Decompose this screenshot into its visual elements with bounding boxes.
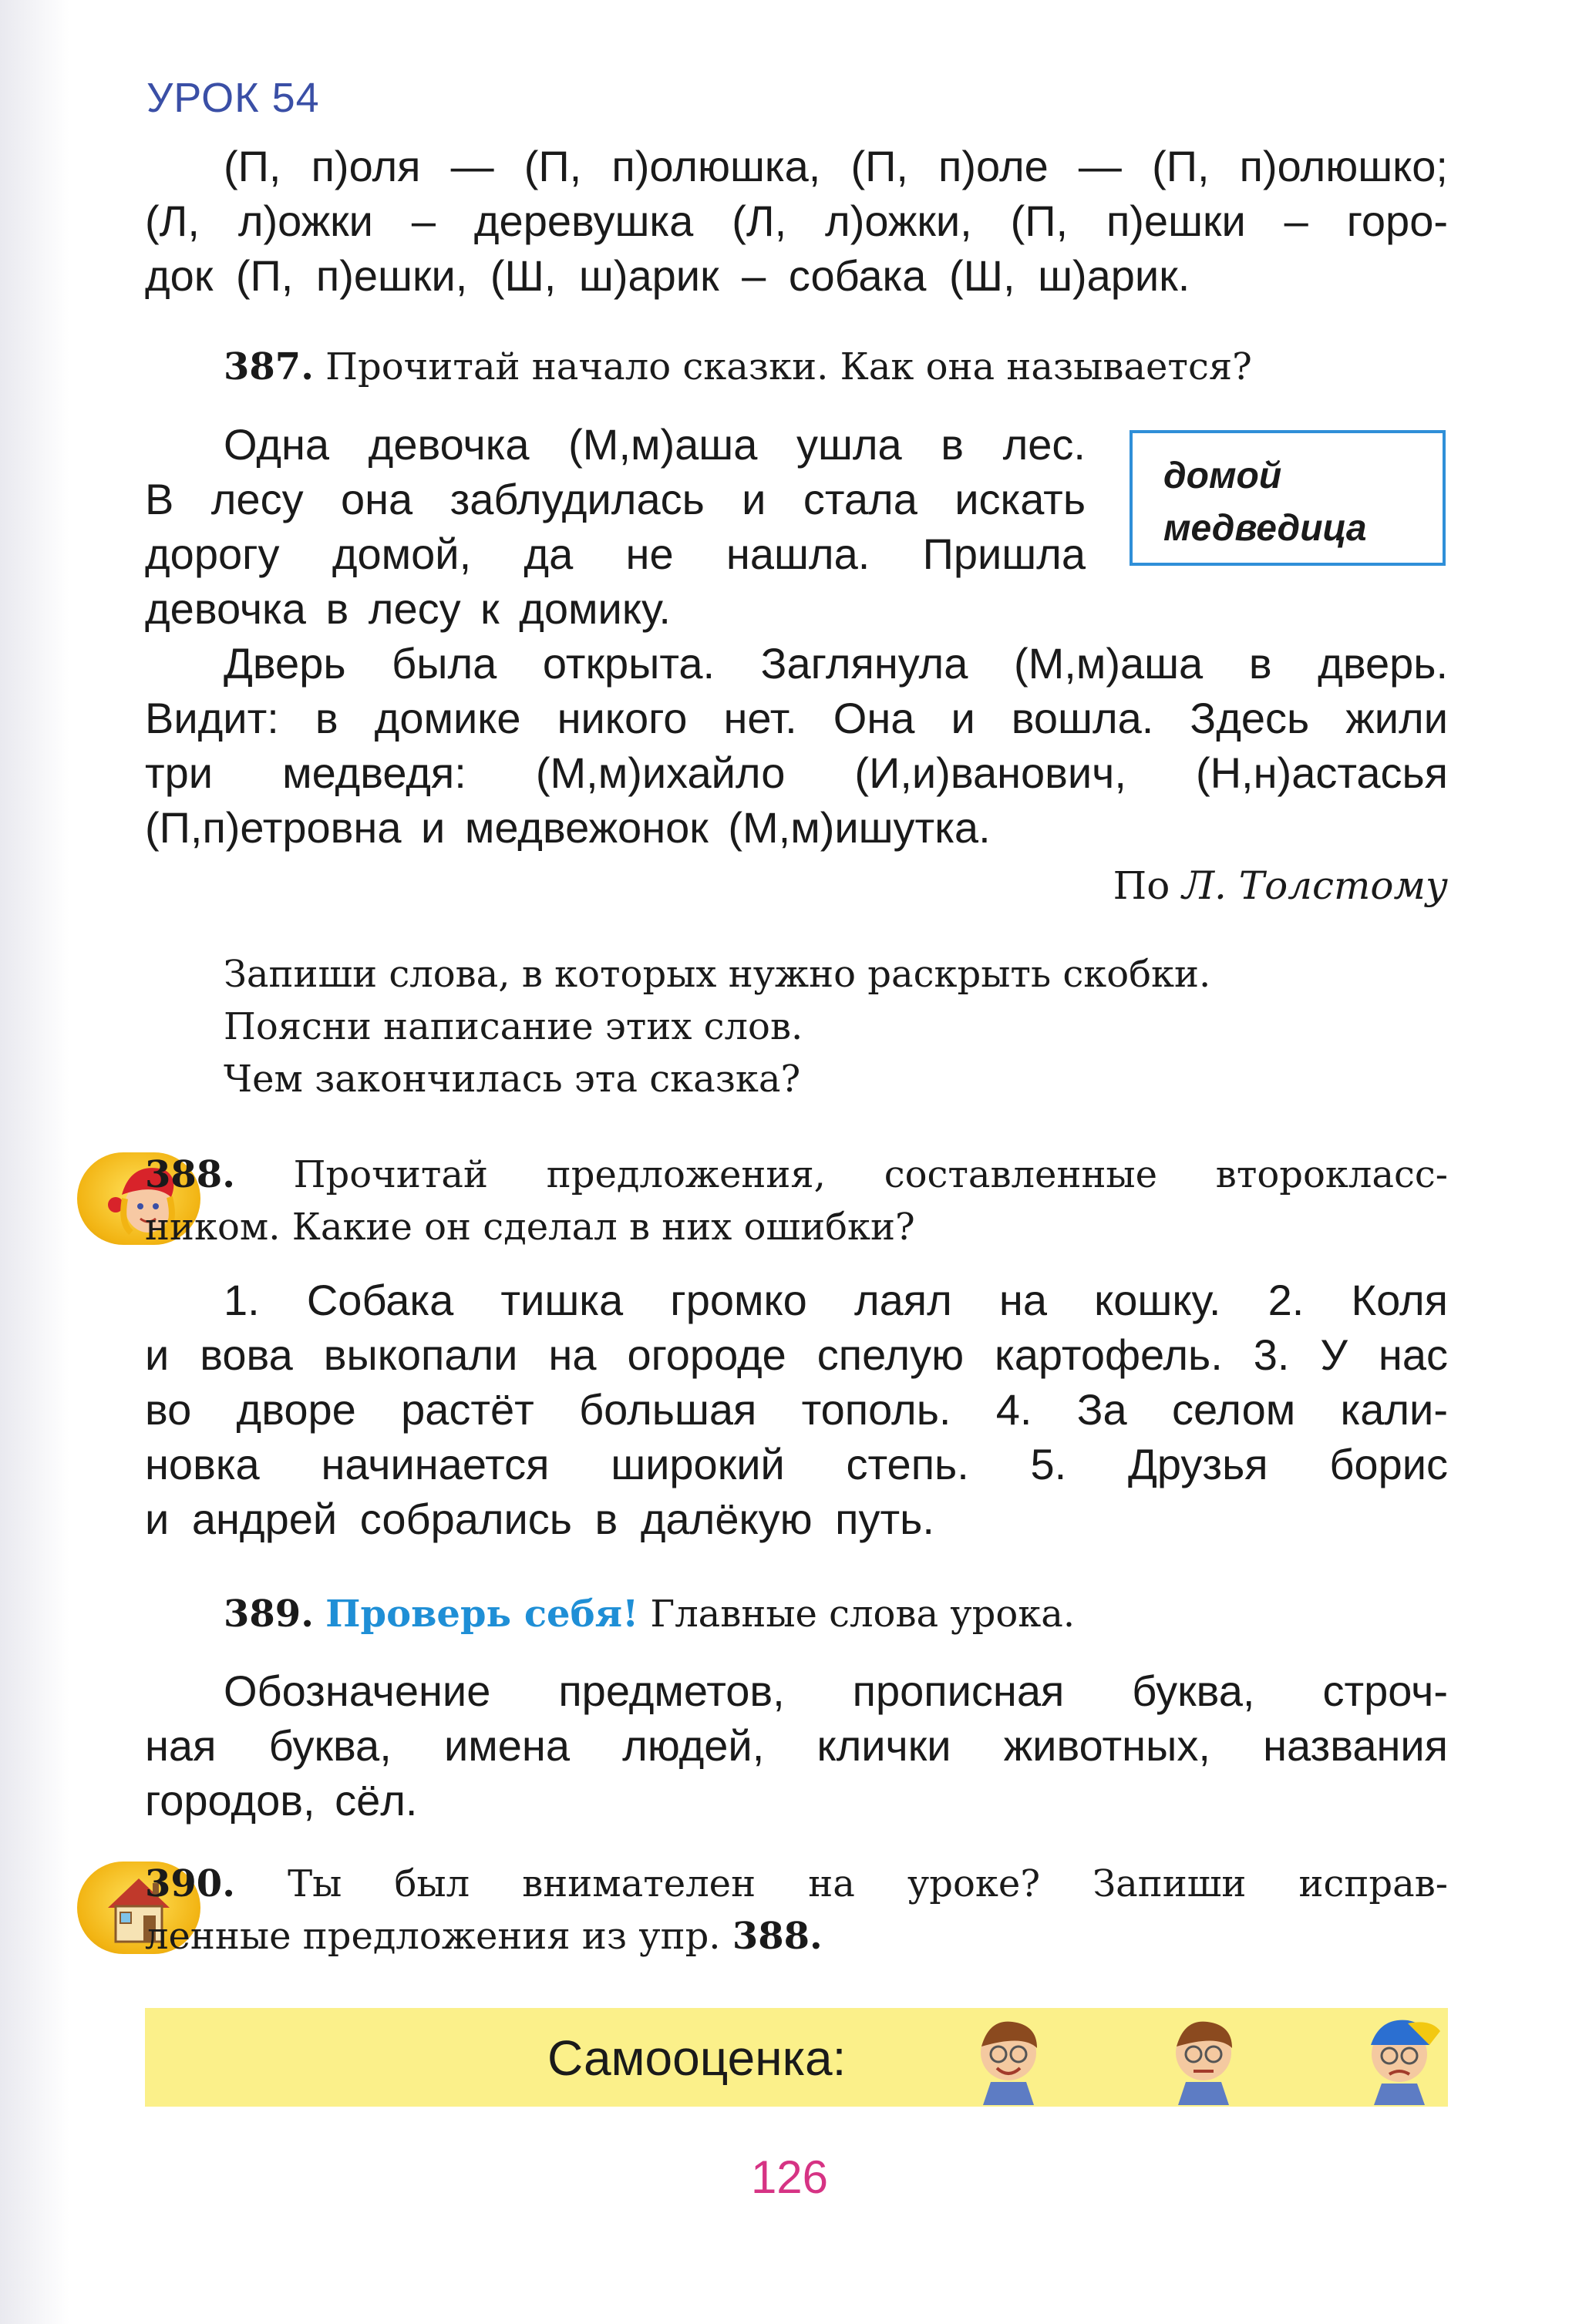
neutral-boy-icon bbox=[1161, 2014, 1246, 2105]
text-line: Одна девочка (М,м)аша ушла в лес. bbox=[224, 420, 1086, 469]
ex387-questions bbox=[145, 948, 1448, 1105]
exercise-task: ником. Какие он сделал в них ошибки? bbox=[145, 1206, 915, 1249]
intro-text bbox=[145, 139, 1448, 303]
intro-line: (П, п)оля — (П, п)олюшка, (П, п)оле — (П, п)олюшко; bbox=[224, 142, 1448, 190]
ex388-heading bbox=[145, 1149, 1448, 1253]
exercise-number: 387. bbox=[224, 345, 314, 388]
exercise-task: Ты был внимателен на уроке? Запиши исправ- bbox=[288, 1862, 1448, 1905]
vocab-word: медведица bbox=[1163, 508, 1367, 549]
self-check-highlight: Проверь себя! bbox=[325, 1592, 639, 1636]
text-line: и вова выкопали на огороде спелую картофель. 3. У нас bbox=[145, 1330, 1448, 1379]
text-line: Дверь была открыта. Заглянула (М,м)аша в дверь. bbox=[224, 639, 1448, 688]
source-author: Л. Толстому bbox=[1182, 863, 1448, 908]
question-line: Чем закончилась эта сказка? bbox=[224, 1058, 801, 1101]
happy-boy-icon bbox=[966, 2014, 1051, 2105]
text-line: (П,п)етровна и медвежонок (М,м)ишутка. bbox=[145, 803, 991, 852]
exercise-number: 389. bbox=[224, 1592, 314, 1636]
exercise-task: Прочитай предложения, составленные второкласс- bbox=[293, 1153, 1448, 1196]
exercise-number: 388. bbox=[145, 1153, 235, 1196]
intro-line: (Л, л)ожки – деревушка (Л, л)ожки, (П, п)ешки – горо- bbox=[145, 197, 1448, 245]
source-attribution: По Л. Толстому bbox=[1113, 863, 1448, 908]
self-assessment-band bbox=[145, 2008, 1448, 2107]
page-edge-shade bbox=[0, 0, 69, 2324]
ex390-heading bbox=[145, 1858, 1448, 1962]
text-line: ная буква, имена людей, клички животных, названия bbox=[145, 1721, 1448, 1770]
text-line: В лесу она заблудилась и стала искать bbox=[145, 475, 1086, 523]
exercise-task: Главные слова урока. bbox=[650, 1592, 1076, 1636]
text-line: и андрей собрались в далёкую путь. bbox=[145, 1495, 934, 1543]
exercise-task: Прочитай начало сказки. Как она называется? bbox=[325, 345, 1252, 388]
text-line: новка начинается широкий степь. 5. Друзья борис bbox=[145, 1440, 1448, 1488]
question-line: Поясни написание этих слов. bbox=[224, 1005, 803, 1048]
lesson-title: УРОК 54 bbox=[146, 75, 320, 121]
text-line: городов, сёл. bbox=[145, 1776, 418, 1825]
text-line: три медведя: (М,м)ихайло (И,и)ванович, (Н,н)астасья bbox=[145, 748, 1448, 797]
exercise-reference: 388. bbox=[732, 1915, 823, 1958]
ex387-heading bbox=[145, 341, 1448, 393]
text-line: дорогу домой, да не нашла. Пришла bbox=[145, 530, 1086, 578]
question-line: Запиши слова, в которых нужно раскрыть скобки. bbox=[224, 953, 1211, 996]
ex389-heading bbox=[145, 1588, 1448, 1640]
text-line: 1. Собака тишка громко лаял на кошку. 2. Коля bbox=[224, 1276, 1448, 1324]
ex389-text bbox=[145, 1663, 1448, 1828]
vocabulary-box bbox=[1130, 430, 1446, 566]
ex387-text-full bbox=[145, 581, 1448, 855]
text-line: девочка в лесу к домику. bbox=[145, 584, 671, 633]
exercise-task: ленные предложения из упр. bbox=[145, 1915, 721, 1958]
text-line: во дворе растёт большая тополь. 4. За селом кали- bbox=[145, 1385, 1448, 1434]
ex388-text bbox=[145, 1273, 1448, 1546]
ex387-text-left bbox=[145, 417, 1086, 581]
self-assessment-label: Самооценка: bbox=[547, 2030, 847, 2086]
exercise-number: 390. bbox=[145, 1862, 235, 1905]
page-number: 126 bbox=[750, 2151, 829, 2203]
boy-with-cap-icon bbox=[1357, 2014, 1442, 2105]
text-line: Обозначение предметов, прописная буква, строч- bbox=[224, 1666, 1448, 1715]
text-line: Видит: в домике никого нет. Она и вошла. Здесь жили bbox=[145, 694, 1448, 742]
intro-line: док (П, п)ешки, (Ш, ш)арик – собака (Ш, ш)арик. bbox=[145, 251, 1190, 300]
vocab-word: домой bbox=[1163, 456, 1282, 496]
